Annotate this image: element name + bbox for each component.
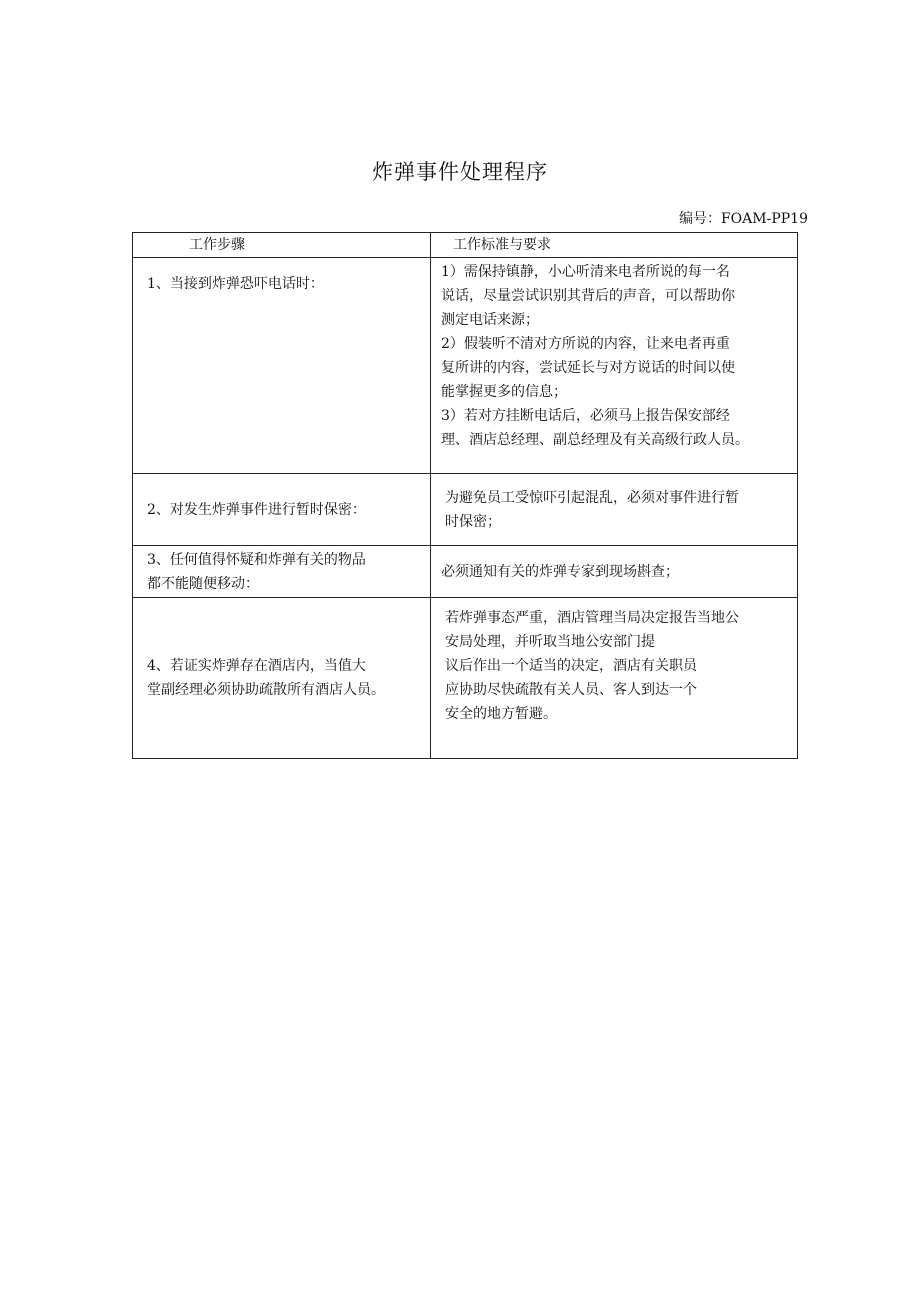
standard-line: 安局处理，并听取当地公安部门提 <box>445 634 655 650</box>
table-header-row <box>133 233 798 258</box>
standard-line: 议后作出一个适当的决定，酒店有关职员 <box>445 658 697 674</box>
step-cell <box>133 546 431 598</box>
document-code: 编号：FOAM-PP19 <box>678 211 808 227</box>
standard-cell <box>431 258 798 474</box>
step-text-line: 4、若证实炸弹存在酒店内，当值大 <box>147 658 366 674</box>
step-text-line: 堂副经理必须协助疏散所有酒店人员。 <box>147 682 385 698</box>
standard-line: 说话，尽量尝试识别其背后的声音，可以帮助你 <box>441 288 735 304</box>
standard-line: 应协助尽快疏散有关人员、客人到达一个 <box>445 682 697 698</box>
table-row <box>133 474 798 546</box>
standard-cell <box>431 474 798 546</box>
step-text-line: 都不能随便移动： <box>147 575 259 592</box>
standard-line: 为避免员工受惊吓引起混乱，必须对事件进行暂 <box>445 489 739 506</box>
standard-line: 复所讲的内容，尝试延长与对方说话的时间以使 <box>441 360 735 376</box>
table-row <box>133 258 798 474</box>
standard-line: 安全的地方暂避。 <box>445 706 557 722</box>
standard-cell <box>431 546 798 598</box>
standard-line: 3）若对方挂断电话后，必须马上报告保安部经 <box>441 408 730 424</box>
step-cell <box>133 258 431 474</box>
standard-line: 若炸弹事态严重，酒店管理当局决定报告当地公 <box>445 610 739 626</box>
standard-line: 2）假装听不清对方所说的内容，让来电者再重 <box>441 336 730 352</box>
standard-line: 理、酒店总经理、副总经理及有关高级行政人员。 <box>441 432 749 448</box>
standard-line: 1）需保持镇静，小心听清来电者所说的每一名 <box>441 264 730 280</box>
procedure-table <box>132 232 798 759</box>
standard-line: 必须通知有关的炸弹专家到现场斟查； <box>441 563 679 580</box>
document-title: 炸弹事件处理程序 <box>372 160 548 184</box>
step-text: 1、当接到炸弹恐吓电话时： <box>147 276 324 292</box>
column-header-steps: 工作步骤 <box>133 233 431 258</box>
table-row <box>133 546 798 598</box>
standard-line: 测定电话来源； <box>441 312 539 328</box>
standard-cell <box>431 598 798 759</box>
table-row <box>133 598 798 759</box>
column-header-standards: 工作标准与要求 <box>431 233 798 258</box>
step-text: 2、对发生炸弹事件进行暂时保密： <box>147 501 366 518</box>
step-text-line: 3、任何值得怀疑和炸弹有关的物品 <box>147 551 366 568</box>
step-cell <box>133 598 431 759</box>
standard-line: 时保密； <box>445 513 501 530</box>
step-cell <box>133 474 431 546</box>
standard-line: 能掌握更多的信息； <box>441 384 567 400</box>
